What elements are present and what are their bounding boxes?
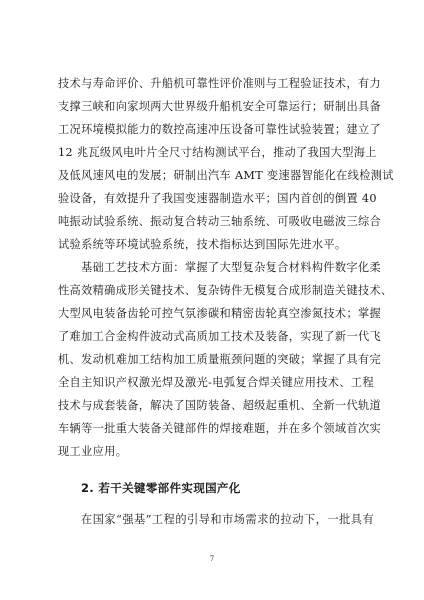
text-line: 现工业应用。 [58, 445, 128, 458]
text-line: 了难加工合金构件波动式高质加工技术及装备，实现了新一代飞 [58, 330, 382, 343]
text-line: 车辆等一批重大装备关键部件的焊接难题，并在多个领域首次实 [58, 422, 382, 435]
text-line: 及低风速风电的发展；研制出汽车 AMT 变速器智能化在线检测试 [58, 169, 394, 182]
text-line: 12 兆瓦级风电叶片全尺寸结构测试平台，推动了我国大型海上 [58, 146, 377, 159]
text-line: 试验系统等环境试验系统，技术指标达到国际先进水平。 [58, 238, 347, 251]
text-line: 全自主知识产权激光焊及激光-电弧复合焊关键应用技术、工程 [58, 376, 374, 389]
paragraph-localization [58, 508, 374, 531]
text-line: 吨振动试验系统、振动复合转动三轴系统、可吸收电磁波三综合 [58, 215, 382, 228]
text-line: 在国家“强基”工程的引导和市场需求的拉动下，一批具有 [81, 513, 374, 526]
text-line: 支撑三峡和向家坝两大世界级升船机安全可靠运行；研制出具备 [58, 100, 382, 113]
text-line: 技术与寿命评价、升船机可靠性评价准则与工程验证技术，有力 [58, 77, 382, 90]
text-line: 基础工艺技术方面：掌握了大型复杂复合材料构件数字化柔 [81, 261, 381, 274]
text-line: 大型风电装备齿轮可控气氛渗碳和精密齿轮真空渗氮技术；掌握 [58, 307, 382, 320]
page-number: 7 [209, 555, 215, 563]
document-body [58, 72, 394, 531]
text-line: 验设备，有效提升了我国变速器制造水平；国内首创的倒置 40 [58, 192, 377, 205]
section-heading: 2. 若干关键零部件实现国产化 [81, 481, 241, 495]
text-line: 性高效精确成形关键技术、复杂铸件无模复合成形制造关键技术、 [58, 284, 393, 297]
paragraph-basic-process [58, 256, 393, 463]
text-line: 机、发动机难加工结构加工质量瓶颈问题的突破；掌握了具有完 [58, 353, 382, 366]
paragraph-reliability [58, 72, 394, 256]
text-line: 技术与成套装备，解决了国防装备、超级起重机、全新一代轨道 [58, 399, 382, 412]
text-line: 工况环境模拟能力的数控高速冲压设备可靠性试验装置；建立了 [58, 123, 382, 136]
